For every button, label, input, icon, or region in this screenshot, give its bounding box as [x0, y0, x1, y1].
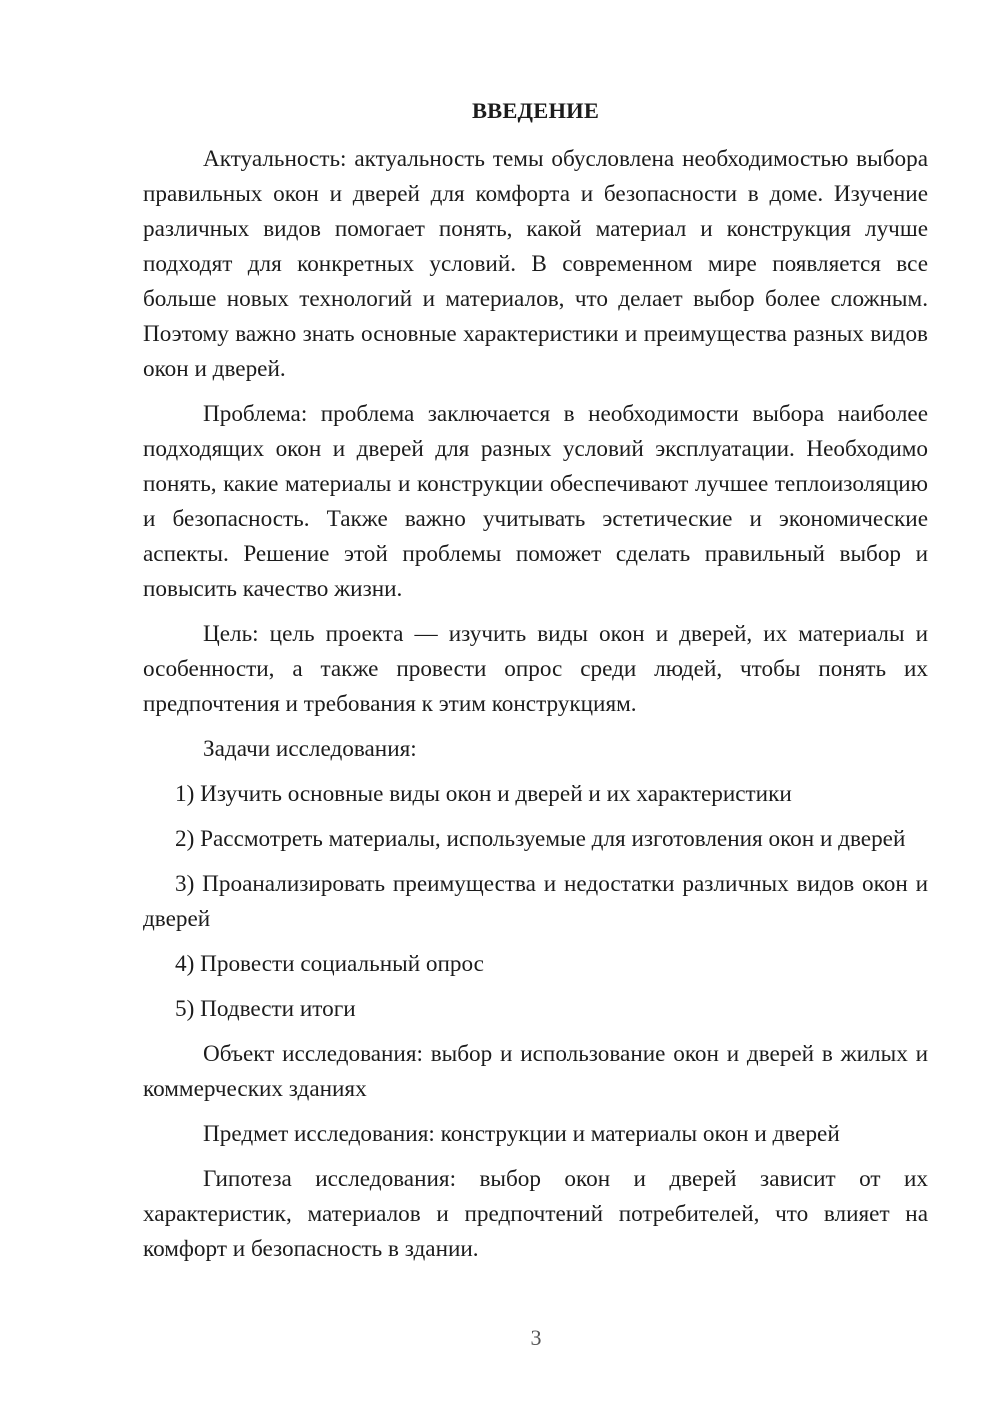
task-item: 3) Проанализировать преимущества и недостатки различных видов окон и дверей — [143, 871, 928, 932]
tasks-list — [143, 777, 928, 1027]
relevance-paragraph: Актуальность: актуальность темы обусловлена необходимостью выбора правильных окон и дверей для комфорта и безопасности в доме. Изучение различных видов помогает понять, какой материал и конструкция лучше подходят для конкретных условий. В современном мире появляется все больше новых технологий и материалов, что делает выбор более сложным. Поэтому важно знать основные характеристики и преимущества разных видов окон и дверей. — [143, 146, 928, 382]
subject-paragraph: Предмет исследования: конструкции и материалы окон и дверей — [203, 1121, 840, 1147]
task-item: 2) Рассмотреть материалы, используемые для изготовления окон и дверей — [175, 826, 906, 852]
page-title: ВВЕДЕНИЕ — [471, 98, 600, 123]
task-item: 5) Подвести итоги — [175, 996, 356, 1022]
page-number: 3 — [530, 1325, 542, 1350]
goal-paragraph: Цель: цель проекта — изучить виды окон и дверей, их материалы и особенности, а также провести опрос среди людей, чтобы понять их предпочтения и требования к этим конструкциям. — [143, 621, 928, 717]
task-item: 1) Изучить основные виды окон и дверей и их характеристики — [175, 781, 792, 807]
task-item: 4) Провести социальный опрос — [175, 951, 484, 977]
object-paragraph: Объект исследования: выбор и использование окон и дверей в жилых и коммерческих зданиях — [143, 1041, 928, 1102]
tasks-heading: Задачи исследования: — [203, 736, 417, 762]
problem-paragraph: Проблема: проблема заключается в необходимости выбора наиболее подходящих окон и дверей для разных условий эксплуатации. Необходимо понять, какие материалы и конструкции обеспечивают лучшее теплоизоляцию и безопасность. Также важно учитывать эстетические и экономические аспекты. Решение этой проблемы поможет сделать правильный выбор и повысить качество жизни. — [143, 401, 928, 602]
document-page — [143, 96, 928, 1277]
hypothesis-paragraph: Гипотеза исследования: выбор окон и дверей зависит от их характеристик, материалов и предпочтений потребителей, что влияет на комфорт и безопасность в здании. — [143, 1166, 928, 1262]
